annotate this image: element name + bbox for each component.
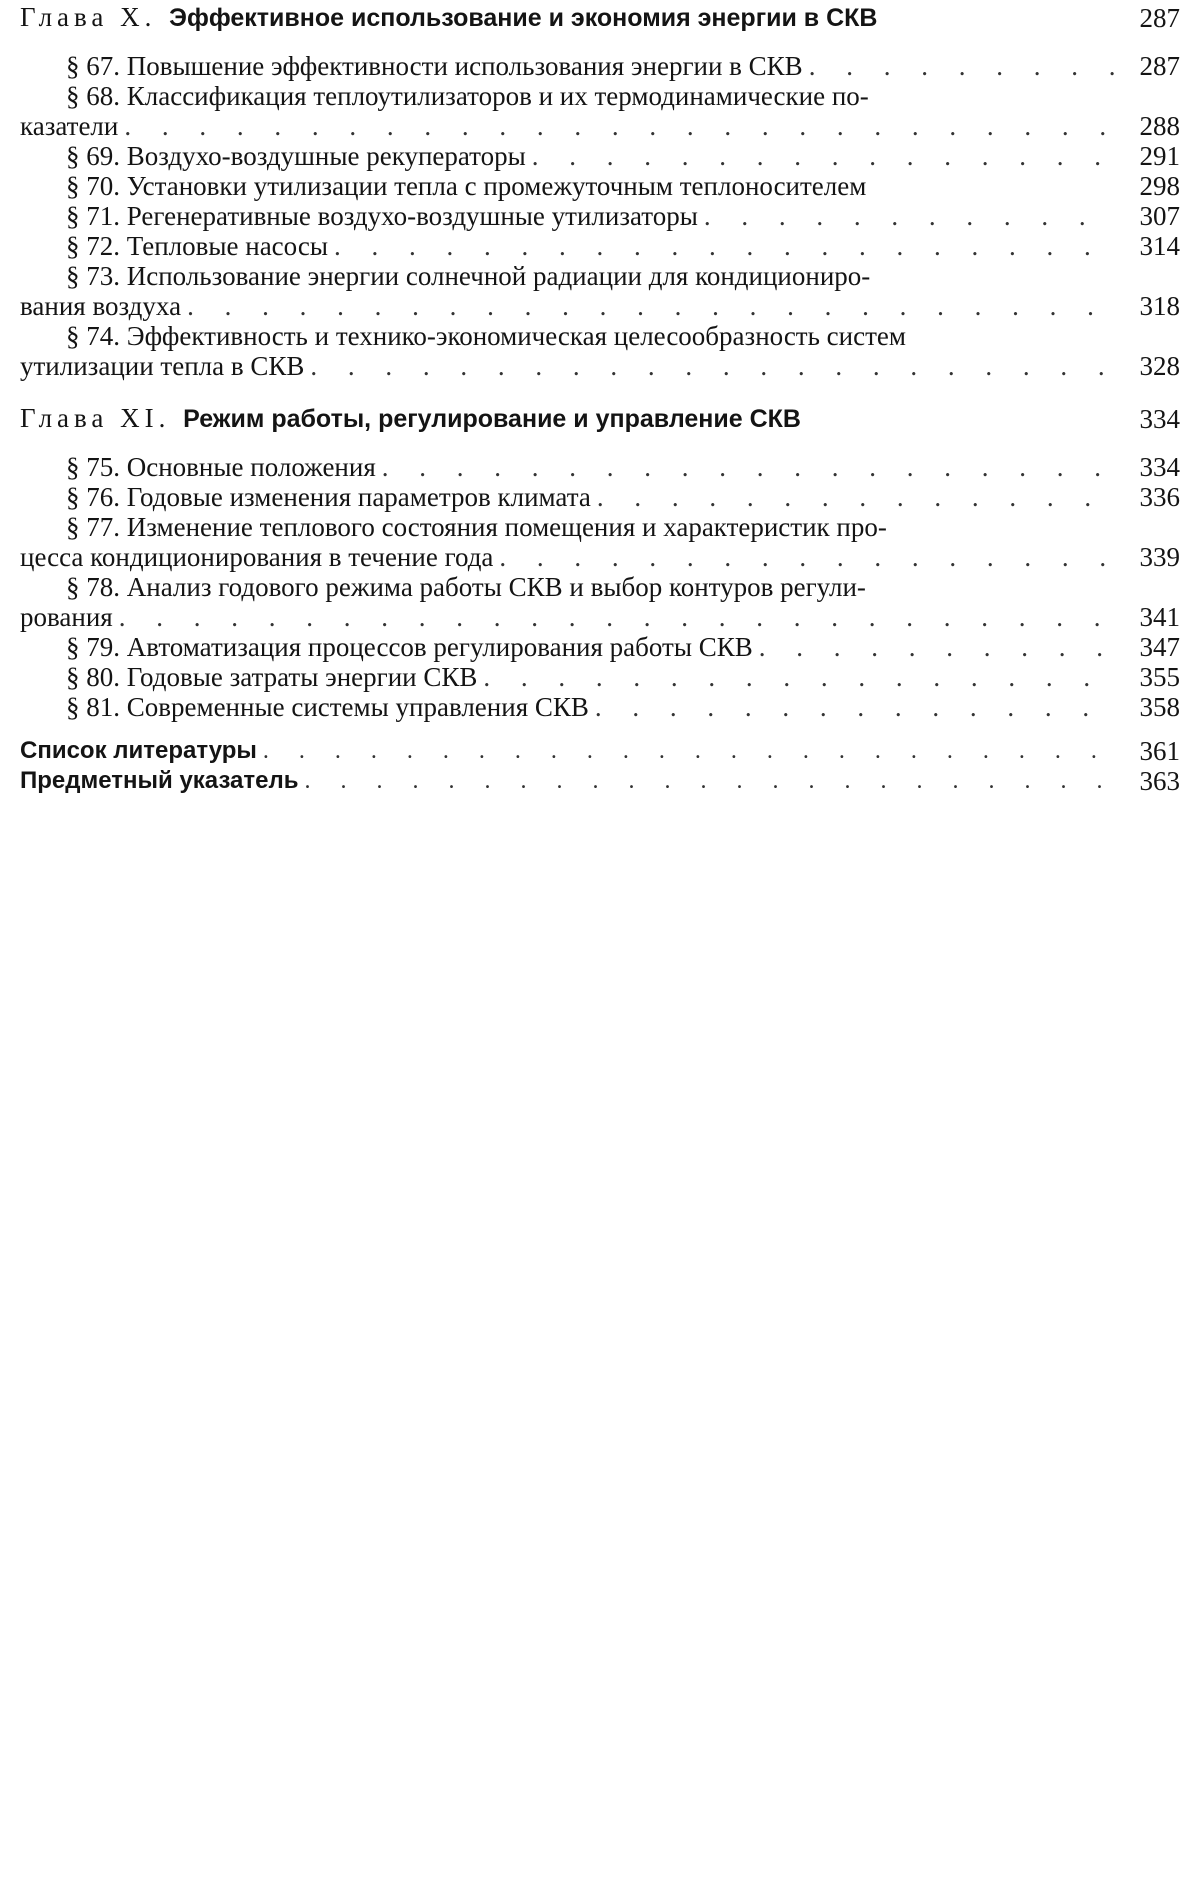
dot-leader <box>483 662 1116 692</box>
entry-title: § 80. Годовые затраты энергии СКВ <box>66 662 478 692</box>
chapter-title <box>20 2 877 33</box>
page-number: 288 <box>1139 111 1180 141</box>
toc-entry <box>20 482 1180 512</box>
chapter-heading <box>20 2 1180 33</box>
table-of-contents <box>20 2 1180 796</box>
entry-title: § 73. Использование энергии солнечной радиации для кондициониро- <box>66 261 871 291</box>
chapter-name: Режим работы, регулирование и управление СКВ <box>183 405 801 433</box>
dot-leader <box>305 766 1116 796</box>
entry-title: § 74. Эффективность и технико-экономическая целесообразность систем <box>66 321 906 351</box>
page-number: 361 <box>1139 736 1180 766</box>
toc-entry-line <box>20 572 1180 602</box>
dot-leader <box>119 602 1116 632</box>
toc-entry <box>20 291 1180 321</box>
chapter-heading <box>20 403 1180 434</box>
dot-leader <box>809 51 1116 81</box>
entry-title: § 75. Основные положения <box>66 452 376 482</box>
page-number: 334 <box>1139 404 1180 434</box>
toc-entry-index <box>20 766 1180 796</box>
toc-entry <box>20 231 1180 261</box>
dot-leader <box>187 291 1116 321</box>
entry-title: цесса кондиционирования в течение года <box>20 542 494 572</box>
dot-leader <box>597 482 1116 512</box>
entry-title: § 79. Автоматизация процессов регулирования работы СКВ <box>66 632 753 662</box>
toc-entry-line <box>20 321 1180 351</box>
toc-entry-line <box>20 512 1180 542</box>
page-number: 347 <box>1139 632 1180 662</box>
dot-leader <box>124 111 1116 141</box>
dot-leader <box>595 692 1116 722</box>
entry-title: § 68. Классификация теплоутилизаторов и их термодинамические по- <box>66 81 869 111</box>
dot-leader <box>334 231 1116 261</box>
page-number: 291 <box>1139 141 1180 171</box>
entry-title: вания воздуха <box>20 291 182 321</box>
entry-title: § 81. Современные системы управления СКВ <box>66 692 589 722</box>
page-number: 314 <box>1139 231 1180 261</box>
page-number: 339 <box>1139 542 1180 572</box>
entry-title: § 67. Повышение эффективности использования энергии в СКВ <box>66 51 803 81</box>
chapter-label: Глава XI. <box>20 403 171 433</box>
toc-entry <box>20 111 1180 141</box>
dot-leader <box>532 141 1116 171</box>
page-number: 336 <box>1139 482 1180 512</box>
page-number: 307 <box>1139 201 1180 231</box>
toc-entry <box>20 602 1180 632</box>
page-number: 363 <box>1139 766 1180 796</box>
entry-title: Предметный указатель <box>20 767 299 794</box>
chapter-name: Эффективное использование и экономия энергии в СКВ <box>169 4 878 32</box>
entry-title: § 72. Тепловые насосы <box>66 231 328 261</box>
page-number: 318 <box>1139 291 1180 321</box>
page-number: 328 <box>1139 351 1180 381</box>
entry-title: § 76. Годовые изменения параметров климата <box>66 482 591 512</box>
toc-entry <box>20 542 1180 572</box>
entry-title: § 71. Регенеративные воздухо-воздушные утилизаторы <box>66 201 698 231</box>
toc-entry-line <box>20 81 1180 111</box>
entry-title: § 77. Изменение теплового состояния помещения и характеристик про- <box>66 512 887 542</box>
entry-title: Список литературы <box>20 737 257 764</box>
toc-entry <box>20 452 1180 482</box>
chapter-label: Глава X. <box>20 2 157 32</box>
toc-entry <box>20 632 1180 662</box>
dot-leader <box>263 736 1116 766</box>
page-number: 355 <box>1139 662 1180 692</box>
toc-entry <box>20 692 1180 722</box>
entry-title: § 69. Воздухо-воздушные рекуператоры <box>66 141 526 171</box>
toc-entry <box>20 141 1180 171</box>
entry-title: § 70. Установки утилизации тепла с промежуточным теплоносителем <box>66 171 867 201</box>
toc-entry-line <box>20 261 1180 291</box>
dot-leader <box>704 201 1116 231</box>
dot-leader <box>759 632 1116 662</box>
toc-entry <box>20 51 1180 81</box>
page-number: 287 <box>1139 51 1180 81</box>
entry-title: казатели <box>20 111 119 141</box>
toc-entry <box>20 171 1180 201</box>
entry-title: рования <box>20 602 113 632</box>
page-number: 298 <box>1139 171 1180 201</box>
toc-entry <box>20 351 1180 381</box>
entry-title: утилизации тепла в СКВ <box>20 351 305 381</box>
chapter-title <box>20 403 801 434</box>
toc-entry <box>20 662 1180 692</box>
dot-leader <box>382 452 1116 482</box>
toc-entry-references <box>20 736 1180 766</box>
page-number: 334 <box>1139 452 1180 482</box>
dot-leader <box>499 542 1116 572</box>
toc-entry <box>20 201 1180 231</box>
page-number: 358 <box>1139 692 1180 722</box>
page-number: 287 <box>1139 3 1180 33</box>
page-number: 341 <box>1139 602 1180 632</box>
dot-leader <box>310 351 1116 381</box>
entry-title: § 78. Анализ годового режима работы СКВ и выбор контуров регули- <box>66 572 866 602</box>
